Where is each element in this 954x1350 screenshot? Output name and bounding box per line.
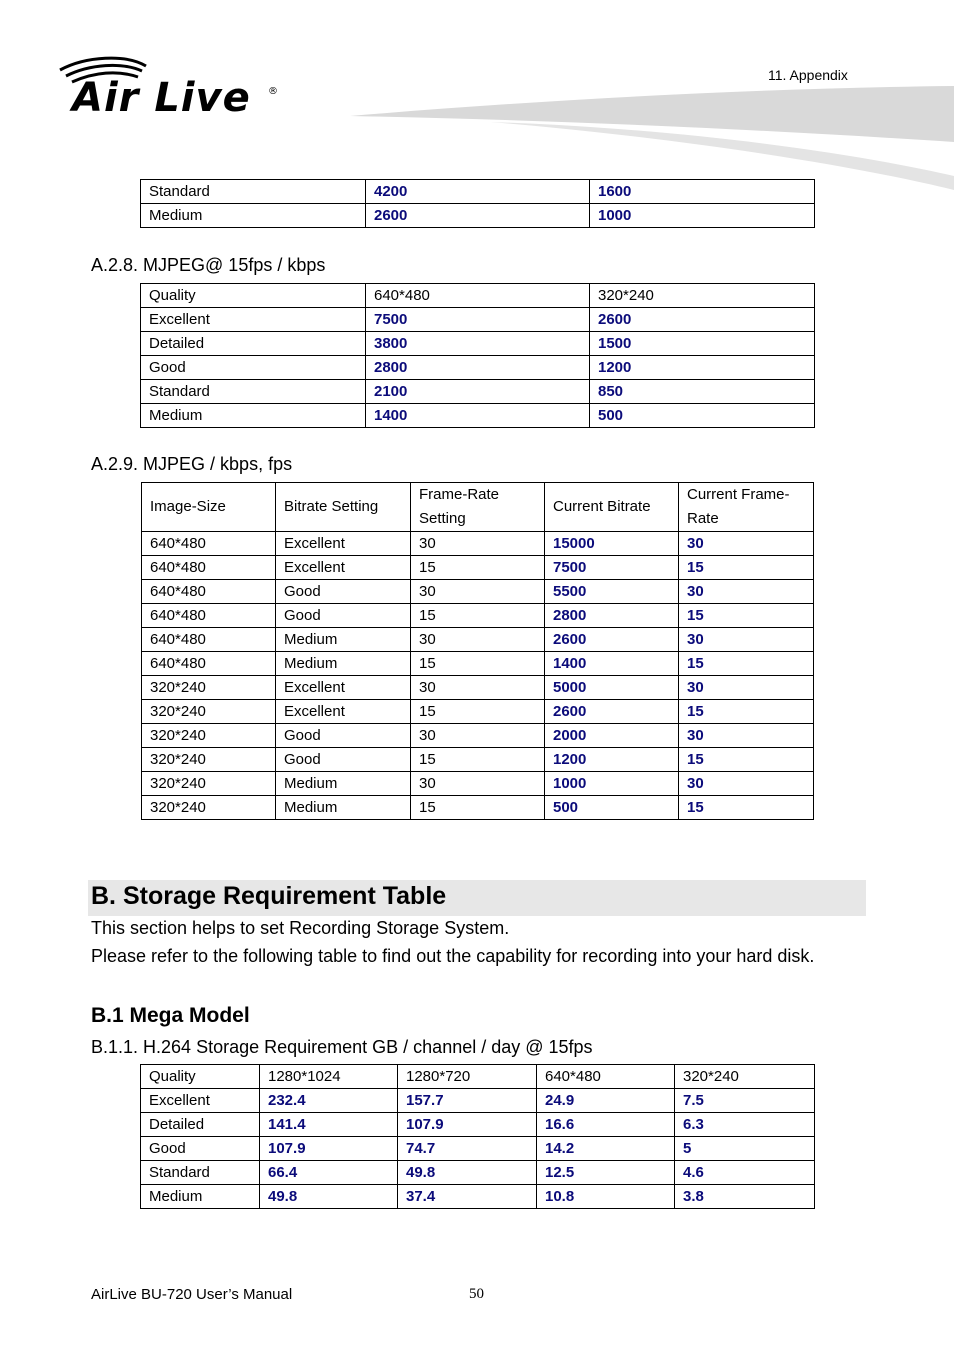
label-cell: 30	[411, 724, 545, 748]
label-cell: 320*240	[142, 724, 276, 748]
label-cell: 640*480	[142, 556, 276, 580]
label-cell: 320*240	[142, 796, 276, 820]
section-b-title: B. Storage Requirement Table	[91, 882, 447, 910]
value-cell: 1000	[590, 204, 815, 228]
table-row	[142, 628, 814, 652]
chapter-label: 11. Appendix	[768, 67, 848, 83]
label-cell: 30	[411, 772, 545, 796]
table-row	[141, 332, 815, 356]
table-row	[142, 772, 814, 796]
header-cell: 640*480	[366, 284, 590, 308]
value-cell: 15	[679, 652, 814, 676]
value-cell: 7500	[366, 308, 590, 332]
footer-page-number: 50	[469, 1286, 484, 1302]
table-row	[142, 700, 814, 724]
value-cell: 30	[679, 772, 814, 796]
value-cell: 6.3	[675, 1113, 815, 1137]
table-row	[142, 556, 814, 580]
value-cell: 107.9	[260, 1137, 398, 1161]
value-cell: 1600	[590, 180, 815, 204]
label-cell: Medium	[141, 204, 366, 228]
table-row	[141, 1185, 815, 1209]
header-cell: 320*240	[590, 284, 815, 308]
value-cell: 15000	[545, 532, 679, 556]
header-cell: Bitrate Setting	[276, 483, 411, 532]
value-cell: 4.6	[675, 1161, 815, 1185]
table-row	[141, 1113, 815, 1137]
label-cell: Medium	[141, 404, 366, 428]
label-cell: 320*240	[142, 700, 276, 724]
value-cell: 2100	[366, 380, 590, 404]
table-row	[141, 308, 815, 332]
label-cell: Good	[276, 748, 411, 772]
value-cell: 15	[679, 604, 814, 628]
value-cell: 12.5	[537, 1161, 675, 1185]
value-cell: 15	[679, 556, 814, 580]
header-cell: 320*240	[675, 1065, 815, 1089]
value-cell: 14.2	[537, 1137, 675, 1161]
value-cell: 850	[590, 380, 815, 404]
value-cell: 500	[545, 796, 679, 820]
section-a29-title: A.2.9. MJPEG / kbps, fps	[91, 454, 293, 474]
table-row	[142, 652, 814, 676]
label-cell: Medium	[276, 796, 411, 820]
label-cell: Medium	[276, 772, 411, 796]
value-cell: 30	[679, 580, 814, 604]
label-cell: Excellent	[276, 556, 411, 580]
value-cell: 30	[679, 628, 814, 652]
label-cell: 320*240	[142, 676, 276, 700]
label-cell: 30	[411, 532, 545, 556]
table-a28	[140, 283, 815, 428]
value-cell: 15	[679, 748, 814, 772]
table-row	[141, 204, 815, 228]
value-cell: 16.6	[537, 1113, 675, 1137]
header-cell: Frame-Rate Setting	[411, 483, 545, 532]
value-cell: 5	[675, 1137, 815, 1161]
table-row	[141, 404, 815, 428]
label-cell: 15	[411, 652, 545, 676]
label-cell: 640*480	[142, 628, 276, 652]
value-cell: 1000	[545, 772, 679, 796]
value-cell: 4200	[366, 180, 590, 204]
value-cell: 1400	[545, 652, 679, 676]
label-cell: Excellent	[276, 700, 411, 724]
header-cell: Current Bitrate	[545, 483, 679, 532]
header-cell: 640*480	[537, 1065, 675, 1089]
table-header-row	[142, 483, 814, 532]
label-cell: Standard	[141, 180, 366, 204]
label-cell: Medium	[141, 1185, 260, 1209]
table-row	[141, 356, 815, 380]
table-row	[142, 532, 814, 556]
value-cell: 232.4	[260, 1089, 398, 1113]
header-cell: Image-Size	[142, 483, 276, 532]
value-cell: 141.4	[260, 1113, 398, 1137]
table-row	[141, 1089, 815, 1113]
value-cell: 500	[590, 404, 815, 428]
label-cell: 320*240	[142, 748, 276, 772]
value-cell: 66.4	[260, 1161, 398, 1185]
table-b11-title: B.1.1. H.264 Storage Requirement GB / channel / day @ 15fps	[91, 1037, 593, 1057]
value-cell: 2800	[545, 604, 679, 628]
value-cell: 49.8	[260, 1185, 398, 1209]
table-row	[141, 1161, 815, 1185]
label-cell: Medium	[276, 628, 411, 652]
label-cell: Excellent	[141, 308, 366, 332]
label-cell: Standard	[141, 380, 366, 404]
label-cell: Excellent	[276, 532, 411, 556]
value-cell: 2600	[366, 204, 590, 228]
table-header-row	[141, 1065, 815, 1089]
header-cell: Quality	[141, 1065, 260, 1089]
logo-text: Air Live	[72, 75, 251, 121]
value-cell: 3.8	[675, 1185, 815, 1209]
label-cell: Medium	[276, 652, 411, 676]
section-a28-title: A.2.8. MJPEG@ 15fps / kbps	[91, 255, 326, 275]
header-cell: Current Frame-Rate	[679, 483, 814, 532]
value-cell: 107.9	[398, 1113, 537, 1137]
label-cell: 30	[411, 676, 545, 700]
registered-mark: ®	[268, 86, 278, 97]
value-cell: 1200	[545, 748, 679, 772]
value-cell: 15	[679, 700, 814, 724]
table-b11	[140, 1064, 815, 1209]
label-cell: Good	[141, 356, 366, 380]
value-cell: 1400	[366, 404, 590, 428]
label-cell: 30	[411, 628, 545, 652]
value-cell: 15	[679, 796, 814, 820]
footer-manual-title: AirLive BU-720 User’s Manual	[91, 1286, 293, 1303]
table-row	[142, 796, 814, 820]
value-cell: 2000	[545, 724, 679, 748]
value-cell: 2600	[590, 308, 815, 332]
value-cell: 49.8	[398, 1161, 537, 1185]
label-cell: Detailed	[141, 332, 366, 356]
value-cell: 74.7	[398, 1137, 537, 1161]
label-cell: Excellent	[141, 1089, 260, 1113]
section-b-paragraph-2: Please refer to the following table to find out the capability for recording into your hard disk.	[91, 946, 815, 966]
label-cell: 640*480	[142, 652, 276, 676]
table-row	[142, 676, 814, 700]
value-cell: 2800	[366, 356, 590, 380]
label-cell: Detailed	[141, 1113, 260, 1137]
value-cell: 1200	[590, 356, 815, 380]
label-cell: 15	[411, 700, 545, 724]
header-cell: 1280*1024	[260, 1065, 398, 1089]
label-cell: Good	[276, 580, 411, 604]
label-cell: 320*240	[142, 772, 276, 796]
value-cell: 5000	[545, 676, 679, 700]
table-header-row	[141, 284, 815, 308]
label-cell: 640*480	[142, 532, 276, 556]
label-cell: 15	[411, 796, 545, 820]
section-b-paragraph-1: This section helps to set Recording Storage System.	[91, 918, 510, 938]
label-cell: 15	[411, 748, 545, 772]
subsection-b1-title: B.1 Mega Model	[91, 1004, 250, 1027]
label-cell: 640*480	[142, 604, 276, 628]
value-cell: 5500	[545, 580, 679, 604]
value-cell: 37.4	[398, 1185, 537, 1209]
value-cell: 2600	[545, 700, 679, 724]
table-row	[141, 1137, 815, 1161]
value-cell: 157.7	[398, 1089, 537, 1113]
label-cell: 15	[411, 604, 545, 628]
value-cell: 24.9	[537, 1089, 675, 1113]
value-cell: 30	[679, 676, 814, 700]
label-cell: 30	[411, 580, 545, 604]
value-cell: 3800	[366, 332, 590, 356]
value-cell: 7.5	[675, 1089, 815, 1113]
label-cell: Good	[141, 1137, 260, 1161]
label-cell: Good	[276, 724, 411, 748]
table-row	[141, 180, 815, 204]
table-row	[142, 748, 814, 772]
label-cell: 640*480	[142, 580, 276, 604]
table-row	[141, 380, 815, 404]
table-row	[142, 724, 814, 748]
label-cell: Excellent	[276, 676, 411, 700]
table-a29	[141, 482, 814, 820]
label-cell: Standard	[141, 1161, 260, 1185]
value-cell: 1500	[590, 332, 815, 356]
table-a27-tail	[140, 179, 815, 228]
label-cell: 15	[411, 556, 545, 580]
label-cell: Good	[276, 604, 411, 628]
table-row	[142, 580, 814, 604]
value-cell: 30	[679, 532, 814, 556]
table-row	[142, 604, 814, 628]
value-cell: 30	[679, 724, 814, 748]
value-cell: 2600	[545, 628, 679, 652]
value-cell: 7500	[545, 556, 679, 580]
header-cell: 1280*720	[398, 1065, 537, 1089]
header-cell: Quality	[141, 284, 366, 308]
value-cell: 10.8	[537, 1185, 675, 1209]
